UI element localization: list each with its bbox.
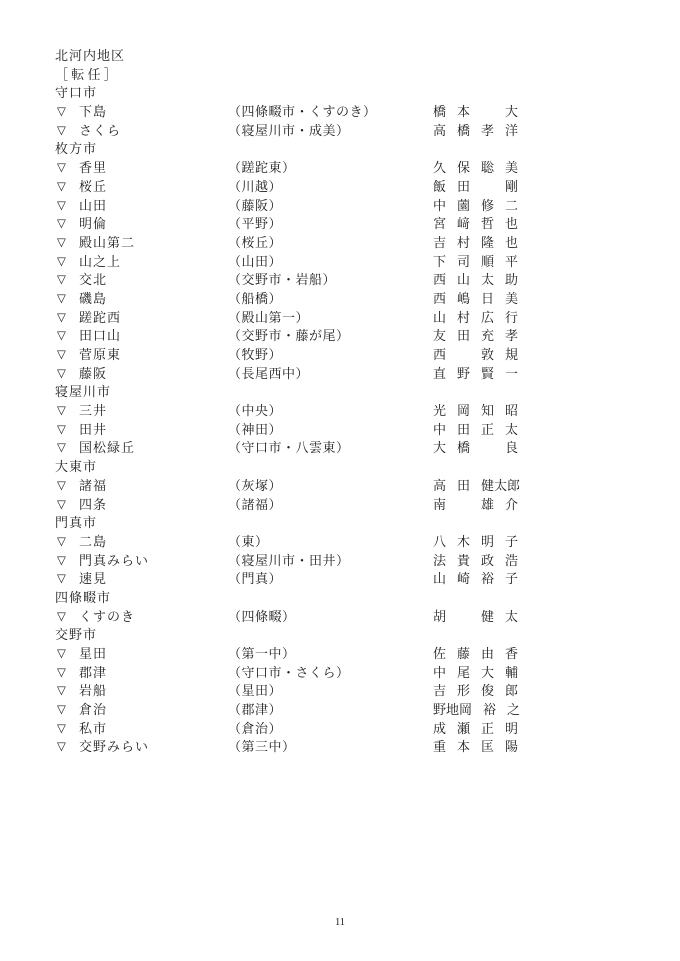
previous-school: （殿山第一） xyxy=(228,309,310,325)
previous-school: （長尾西中） xyxy=(228,365,310,381)
city-header: 寝屋川市 xyxy=(55,384,112,400)
previous-school: （寝屋川市・田井） xyxy=(228,552,350,568)
given-name: 政 浩 xyxy=(481,552,518,568)
given-name: 剛 xyxy=(504,178,518,194)
school-name: 殿山第二 xyxy=(79,234,136,250)
given-name: 大 輔 xyxy=(481,664,518,680)
city-header: 大東市 xyxy=(55,459,98,475)
person-name xyxy=(433,496,518,515)
transfer-row xyxy=(55,552,635,571)
triangle-marker-icon: ▽ xyxy=(57,666,66,679)
triangle-marker-icon: ▽ xyxy=(57,442,66,455)
school-name: 山田 xyxy=(79,197,108,213)
school-name: 菅原東 xyxy=(79,347,122,362)
transfer-row xyxy=(55,439,635,458)
person-name xyxy=(433,327,518,346)
family-name: 西 xyxy=(433,347,447,362)
triangle-marker-icon: ▽ xyxy=(57,349,66,361)
page-number: 11 xyxy=(334,917,346,928)
previous-school: （第三中） xyxy=(228,739,296,755)
transfer-row xyxy=(55,309,635,328)
given-name: 聡 美 xyxy=(481,160,518,176)
triangle-marker-icon: ▽ xyxy=(57,573,66,586)
previous-school: （第一中） xyxy=(228,646,296,661)
transfer-row xyxy=(55,197,635,216)
city-header: 守口市 xyxy=(55,85,98,101)
transfer-row xyxy=(55,103,635,122)
triangle-marker-icon: ▽ xyxy=(57,311,66,324)
previous-school: （船橋） xyxy=(228,290,283,306)
person-name xyxy=(433,309,518,328)
triangle-marker-icon: ▽ xyxy=(57,218,66,231)
previous-school: （東） xyxy=(228,533,269,549)
family-name: 友 田 xyxy=(433,328,470,344)
school-name: 桜丘 xyxy=(79,178,108,194)
transfer-row xyxy=(55,496,635,515)
triangle-marker-icon: ▽ xyxy=(57,124,66,137)
person-name xyxy=(433,290,518,309)
triangle-marker-icon: ▽ xyxy=(57,367,66,380)
district-title: 北河内地区 xyxy=(55,48,126,63)
previous-school: （倉治） xyxy=(228,720,283,736)
school-name: 蹉跎西 xyxy=(79,309,122,325)
family-name: 南 xyxy=(433,496,447,512)
person-name xyxy=(433,402,518,421)
city-header: 交野市 xyxy=(55,627,98,643)
school-name: 私市 xyxy=(79,720,108,736)
previous-school: （桜丘） xyxy=(228,234,283,250)
school-name: 磯島 xyxy=(79,290,108,306)
triangle-marker-icon: ▽ xyxy=(57,199,66,212)
school-name: 諸福 xyxy=(79,477,108,493)
transfer-row xyxy=(55,682,635,701)
given-name: 賢 一 xyxy=(481,365,518,381)
triangle-marker-icon: ▽ xyxy=(57,180,66,193)
triangle-marker-icon: ▽ xyxy=(57,255,66,268)
previous-school: （守口市・八雲東） xyxy=(228,440,350,456)
transfer-row xyxy=(55,327,635,346)
school-name: 田井 xyxy=(79,421,108,437)
school-name: 藤阪 xyxy=(79,365,108,381)
person-name xyxy=(433,477,520,496)
family-name: 直 野 xyxy=(433,365,470,381)
family-name: 野 地 岡 xyxy=(433,702,473,718)
given-name: 修 二 xyxy=(481,197,518,213)
transfer-row xyxy=(55,738,635,757)
transfer-row xyxy=(55,533,635,552)
triangle-marker-icon: ▽ xyxy=(57,498,66,511)
given-name: 匡 陽 xyxy=(481,739,518,755)
person-name xyxy=(433,720,518,739)
person-name xyxy=(433,215,518,234)
family-name: 光 岡 xyxy=(433,403,470,419)
transfer-row xyxy=(55,290,635,309)
family-name: 飯 田 xyxy=(433,178,470,194)
person-name xyxy=(433,421,518,440)
triangle-marker-icon: ▽ xyxy=(57,292,66,305)
school-name: 星田 xyxy=(79,646,108,661)
previous-school: （灰塚） xyxy=(228,477,283,493)
family-name: 中 田 xyxy=(433,421,470,437)
triangle-marker-icon: ▽ xyxy=(57,722,66,735)
triangle-marker-icon: ▽ xyxy=(57,274,66,287)
triangle-marker-icon: ▽ xyxy=(57,236,66,249)
given-name: 哲 也 xyxy=(481,216,518,232)
person-name xyxy=(433,253,518,272)
given-name: 明 子 xyxy=(481,533,518,549)
given-name: 良 xyxy=(504,440,518,456)
given-name: 隆 也 xyxy=(481,234,518,250)
family-name: 吉 形 xyxy=(433,683,470,699)
school-name: 山之上 xyxy=(79,253,122,269)
family-name: 成 瀬 xyxy=(433,720,470,736)
given-name: 太 助 xyxy=(481,272,518,288)
school-name: 郡津 xyxy=(79,664,108,680)
family-name: 大 橋 xyxy=(433,440,470,456)
person-name xyxy=(433,664,518,683)
triangle-marker-icon: ▽ xyxy=(57,330,66,343)
family-name: 久 保 xyxy=(433,160,470,176)
given-name: 広 行 xyxy=(481,309,518,325)
triangle-marker-icon: ▽ xyxy=(57,423,66,436)
previous-school: （藤阪） xyxy=(228,197,283,213)
given-name: 知 昭 xyxy=(481,403,518,419)
city-header: 門真市 xyxy=(55,515,98,531)
previous-school: （門真） xyxy=(228,571,283,587)
transfer-row xyxy=(55,645,635,664)
given-name: 健 太 郎 xyxy=(481,477,521,493)
transfer-list xyxy=(55,47,635,757)
person-name xyxy=(433,346,518,365)
person-name xyxy=(433,234,518,253)
family-name: 重 本 xyxy=(433,739,470,755)
previous-school: （星田） xyxy=(228,683,283,699)
family-name: 佐 藤 xyxy=(433,646,470,661)
person-name xyxy=(433,197,518,216)
transfer-row xyxy=(55,178,635,197)
transfer-row xyxy=(55,421,635,440)
family-name: 高 橋 xyxy=(433,122,470,138)
person-name xyxy=(433,439,518,458)
person-name xyxy=(433,552,518,571)
triangle-marker-icon: ▽ xyxy=(57,106,66,119)
given-name: 充 孝 xyxy=(481,328,518,344)
previous-school: （郡津） xyxy=(228,702,283,718)
transfer-row xyxy=(55,402,635,421)
school-name: 国松緑丘 xyxy=(79,440,136,456)
given-name: 正 明 xyxy=(481,720,518,736)
city-header: 四條畷市 xyxy=(55,589,112,605)
school-name: くすのき xyxy=(79,608,136,624)
family-name: 中 薗 xyxy=(433,197,470,213)
city-header: 枚方市 xyxy=(55,141,98,157)
school-name: 下島 xyxy=(79,104,108,120)
family-name: 中 尾 xyxy=(433,664,470,680)
transfer-row xyxy=(55,608,635,627)
triangle-marker-icon: ▽ xyxy=(57,741,66,754)
family-name: 西 嶋 xyxy=(433,290,470,306)
school-name: 交野みらい xyxy=(79,739,150,755)
given-name: 裕 子 xyxy=(481,571,518,587)
previous-school: （神田） xyxy=(228,421,283,437)
person-name xyxy=(433,682,518,701)
family-name: 八 木 xyxy=(433,533,470,549)
given-name: 順 平 xyxy=(481,253,518,269)
triangle-marker-icon: ▽ xyxy=(57,554,66,567)
person-name xyxy=(433,533,518,552)
school-name: 速見 xyxy=(79,571,108,587)
previous-school: （四條畷市・くすのき） xyxy=(228,104,377,120)
transfer-row xyxy=(55,271,635,290)
person-name xyxy=(433,271,518,290)
transfer-row xyxy=(55,720,635,739)
school-name: 倉治 xyxy=(79,702,108,718)
previous-school: （蹉跎東） xyxy=(228,160,296,176)
transfer-row xyxy=(55,253,635,272)
given-name: 由 香 xyxy=(481,646,518,661)
person-name xyxy=(433,178,518,197)
person-name xyxy=(433,122,518,141)
school-name: 香里 xyxy=(79,160,108,176)
school-name: 交北 xyxy=(79,272,108,288)
previous-school: （寝屋川市・成美） xyxy=(228,122,350,138)
person-name xyxy=(433,159,518,178)
previous-school: （平野） xyxy=(228,216,283,232)
transfer-row xyxy=(55,664,635,683)
school-name: 門真みらい xyxy=(79,552,150,568)
family-name: 吉 村 xyxy=(433,234,470,250)
triangle-marker-icon: ▽ xyxy=(57,648,66,660)
previous-school: （守口市・さくら） xyxy=(228,664,350,680)
transfer-row xyxy=(55,122,635,141)
given-name: 大 xyxy=(504,104,518,120)
family-name: 法 貴 xyxy=(433,552,470,568)
triangle-marker-icon: ▽ xyxy=(57,479,66,492)
school-name: 二島 xyxy=(79,533,108,549)
previous-school: （交野市・岩船） xyxy=(228,272,337,288)
previous-school: （牧野） xyxy=(228,347,283,362)
school-name: 四条 xyxy=(79,496,108,512)
section-label: ［ 転 任 ］ xyxy=(55,66,117,82)
family-name: 宮 﨑 xyxy=(433,216,470,232)
given-name: 健 太 xyxy=(481,608,518,624)
given-name: 日 美 xyxy=(481,290,518,306)
school-name: 三井 xyxy=(79,403,108,419)
family-name: 山 崎 xyxy=(433,571,470,587)
school-name: 岩船 xyxy=(79,683,108,699)
triangle-marker-icon: ▽ xyxy=(57,162,66,175)
triangle-marker-icon: ▽ xyxy=(57,704,66,717)
previous-school: （交野市・藤が尾） xyxy=(228,328,350,344)
previous-school: （諸福） xyxy=(228,496,283,512)
transfer-row xyxy=(55,701,635,720)
school-name: 明倫 xyxy=(79,216,108,232)
school-name: 田口山 xyxy=(79,328,122,344)
previous-school: （川越） xyxy=(228,178,283,194)
given-name: 正 太 xyxy=(481,421,518,437)
transfer-row xyxy=(55,570,635,589)
transfer-row xyxy=(55,234,635,253)
family-name: 胡 xyxy=(433,608,447,624)
person-name xyxy=(433,645,518,664)
transfer-row xyxy=(55,477,635,496)
person-name xyxy=(433,570,518,589)
family-name: 山 村 xyxy=(433,309,470,325)
triangle-marker-icon: ▽ xyxy=(57,535,66,548)
given-name: 俊 郎 xyxy=(481,683,518,699)
person-name xyxy=(433,701,520,720)
previous-school: （中央） xyxy=(228,403,283,419)
given-name: 孝 洋 xyxy=(481,122,518,138)
person-name xyxy=(433,103,518,122)
previous-school: （四條畷） xyxy=(228,608,296,624)
triangle-marker-icon: ▽ xyxy=(57,685,66,698)
given-name: 敦 規 xyxy=(481,347,518,362)
given-name: 裕 之 xyxy=(483,702,521,718)
family-name: 高 田 xyxy=(433,477,470,493)
person-name xyxy=(433,608,518,627)
family-name: 橋 本 xyxy=(433,104,470,120)
previous-school: （山田） xyxy=(228,253,283,269)
transfer-row xyxy=(55,159,635,178)
person-name xyxy=(433,738,518,757)
transfer-row xyxy=(55,215,635,234)
family-name: 下 司 xyxy=(433,253,470,269)
school-name: さくら xyxy=(79,122,122,138)
transfer-row xyxy=(55,346,635,365)
triangle-marker-icon: ▽ xyxy=(57,405,66,418)
given-name: 雄 介 xyxy=(481,496,518,512)
family-name: 西 山 xyxy=(433,272,470,288)
triangle-marker-icon: ▽ xyxy=(57,610,66,623)
person-name xyxy=(433,365,518,384)
transfer-row xyxy=(55,365,635,384)
